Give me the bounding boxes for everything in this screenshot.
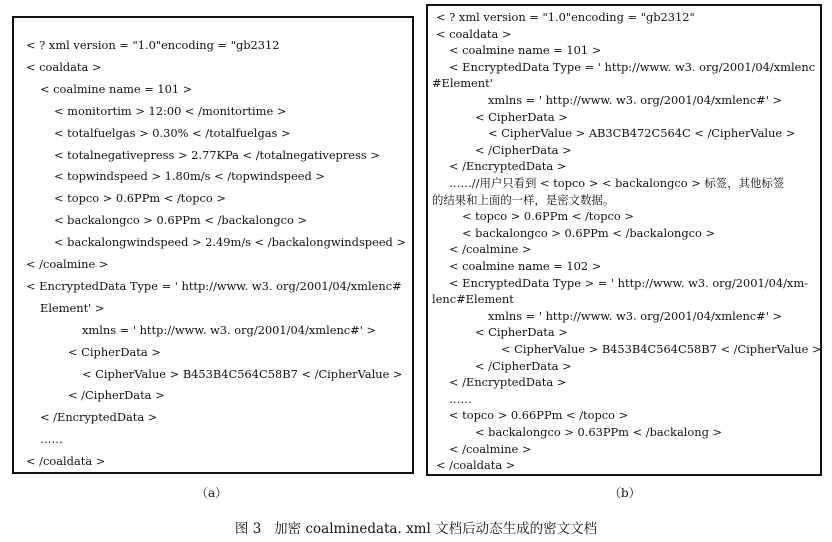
code-line: …… xyxy=(40,432,63,447)
code-line: < totalfuelgas > 0.30% < /totalfuelgas > xyxy=(54,125,291,140)
code-line: < EncryptedData Type = ' http://www. w3. org/2001/04/xmlenc# xyxy=(26,278,402,293)
code-line: < coalmine name = 101 > xyxy=(40,81,193,96)
figure-caption xyxy=(0,517,832,537)
code-line: < backalongco > 0.63PPm < /backalong > xyxy=(475,425,723,439)
code-line: < CipherData > xyxy=(475,109,568,124)
panel-a-label: （a） xyxy=(196,486,228,500)
code-line: Element' > xyxy=(40,300,105,315)
code-line: < /EncryptedData > xyxy=(449,159,567,174)
code-line: < CipherData > xyxy=(475,325,568,340)
code-line: < /CipherData > xyxy=(475,358,572,373)
code-line: < /coalmine > xyxy=(449,242,532,257)
panel-a-box xyxy=(12,16,414,474)
code-line: < ? xml version = "1.0"encoding = "gb2312 xyxy=(26,38,280,52)
code-line: xmlns = ' http://www. w3. org/2001/04/xmlenc#' > xyxy=(82,322,377,337)
code-line: xmlns = ' http://www. w3. org/2001/04/xmlenc#' > xyxy=(488,308,783,323)
code-line: < CipherValue > B453B4C564C58B7 < /CipherValue > xyxy=(501,342,822,356)
code-line: lenc#Element xyxy=(432,292,514,307)
code-line: < CipherValue > B453B4C564C58B7 < /CipherValue > xyxy=(82,366,403,381)
code-line: < /coaldata > xyxy=(436,458,516,473)
code-line: < ? xml version = "1.0"encoding = "gb2312" xyxy=(436,10,695,24)
code-line: < backalongco > 0.6PPm < /backalongco > xyxy=(54,213,308,228)
figure-number: 图 3 xyxy=(234,521,262,537)
code-line: < /CipherData > xyxy=(68,388,165,403)
code-line: < topco > 0.6PPm < /topco > xyxy=(462,209,634,224)
panel-b-box xyxy=(426,4,822,476)
code-line: < totalnegativepress > 2.77KPa < /totalnegativepress > xyxy=(54,147,380,162)
code-line: < topwindspeed > 1.80m/s < /topwindspeed > xyxy=(54,169,325,184)
code-line: …… xyxy=(449,391,472,406)
code-line: < CipherData > xyxy=(68,344,161,359)
code-line: < CipherValue > AB3CB472C564C < /CipherValue > xyxy=(488,126,796,141)
code-line: < /EncryptedData > xyxy=(449,375,567,390)
code-line: < backalongco > 0.6PPm < /backalongco > xyxy=(462,225,716,240)
code-line: < /coalmine > xyxy=(26,257,109,271)
code-line: < /CipherData > xyxy=(475,142,572,157)
code-line: < EncryptedData Type = ' http://www. w3. org/2001/04/xmlenc xyxy=(449,59,816,74)
code-line: < coalmine name = 101 > xyxy=(449,43,602,58)
code-line: xmlns = ' http://www. w3. org/2001/04/xmlenc#' > xyxy=(488,93,783,107)
code-line: < /coalmine > xyxy=(449,441,532,456)
code-line: < /coaldata > xyxy=(26,454,106,469)
code-line: < monitortim > 12:00 < /monitortime > xyxy=(54,103,287,118)
code-line: 的结果和上面的一样，是密文数据。 xyxy=(432,192,615,207)
code-line: < topco > 0.6PPm < /topco > xyxy=(54,191,226,206)
code-line: ……//用户只看到 < topco > < backalongco > 标签，其他标签 xyxy=(449,176,785,190)
code-line: < EncryptedData Type > = ' http://www. w3. org/2001/04/xm- xyxy=(449,275,808,290)
code-line: < coalmine name = 102 > xyxy=(449,259,602,273)
code-line: < coaldata > xyxy=(436,26,512,41)
code-line: #Element' xyxy=(432,76,493,91)
panel-b-label: （b） xyxy=(609,486,641,500)
code-line: < backalongwindspeed > 2.49m/s < /backalongwindspeed > xyxy=(54,235,407,250)
code-line: < coaldata > xyxy=(26,59,102,74)
figure-caption-text: 加密 coalminedata. xml 文档后动态生成的密文文档 xyxy=(274,521,598,537)
code-line: < /EncryptedData > xyxy=(40,410,158,425)
code-line: < topco > 0.66PPm < /topco > xyxy=(449,408,629,423)
